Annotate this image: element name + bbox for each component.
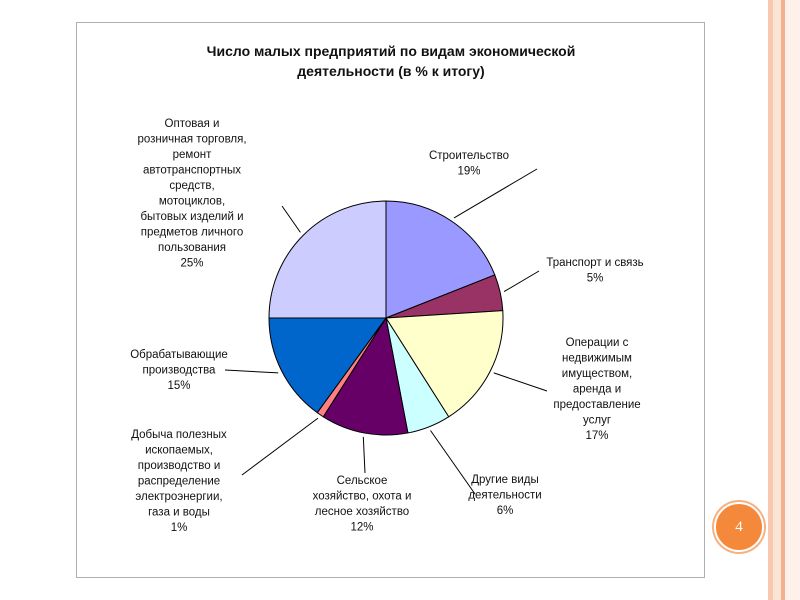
slice-label-line: предметов личного: [140, 226, 244, 239]
slice-label: [429, 150, 509, 178]
slice-label: [553, 337, 640, 442]
slice-label-line: Операции с: [565, 337, 629, 349]
slice-label: [130, 349, 228, 392]
slice-percent: 1%: [170, 522, 188, 534]
leader-line: [363, 437, 365, 473]
leader-line: [242, 418, 318, 475]
chart-title-line: Число малых предприятий по видам экономической: [206, 43, 576, 59]
slice-label-line: электроэнергии,: [135, 491, 223, 503]
slice-label-line: Обрабатывающие: [130, 349, 228, 361]
slice-percent: 15%: [167, 380, 191, 392]
chart-title: [207, 43, 576, 79]
slice-percent: 25%: [180, 257, 204, 270]
slice-label-line: ископаемых,: [145, 444, 213, 457]
slice-label-line: лесное хозяйство: [314, 506, 410, 518]
slice-percent: 17%: [585, 430, 609, 442]
slice-label: [468, 474, 541, 517]
leader-line: [431, 431, 476, 495]
slice-label: [131, 429, 227, 534]
slice-label-line: газа и воды: [148, 506, 210, 519]
slice-label-line: аренда и: [572, 383, 622, 396]
slice-label-line: Строительство: [428, 150, 510, 162]
slice-percent: 6%: [496, 505, 514, 517]
leader-line: [225, 370, 278, 373]
slice-label-line: распределение: [137, 475, 221, 488]
slice-label-line: средств,: [169, 180, 215, 192]
chart-frame: [76, 22, 705, 578]
slice-label-line: Сельское: [336, 475, 388, 487]
slice-label-line: недвижимым: [562, 352, 632, 365]
slice-percent: 12%: [350, 521, 374, 534]
slice-label-line: Транспорт и связь: [546, 257, 644, 269]
decor-stripe: [773, 0, 781, 600]
slice-label-line: ремонт: [172, 149, 212, 161]
slice-label-line: производства: [142, 364, 216, 377]
slice-label: [546, 257, 643, 285]
slice-percent: 19%: [457, 165, 481, 178]
slice-label-line: деятельности: [468, 489, 542, 502]
slice-label-line: хозяйство, охота и: [312, 490, 412, 503]
slice-label-line: производство и: [137, 460, 221, 472]
pie-chart: [77, 23, 706, 579]
leader-line: [504, 271, 539, 292]
pie-slice: [269, 201, 386, 318]
slice-label-line: Другие виды: [471, 474, 539, 486]
slice-label-line: бытовых изделий и: [140, 211, 244, 223]
slice-label: [313, 475, 412, 534]
slice-label-line: автотранспортных: [142, 164, 242, 177]
slice-label-line: мотоциклов,: [158, 195, 226, 208]
slice-label: [137, 118, 246, 270]
page-number-badge: 4: [714, 502, 764, 552]
slice-label-line: услуг: [582, 414, 612, 427]
leader-line: [494, 373, 547, 391]
slice-label-line: предоставление: [553, 399, 641, 411]
chart-title-line: деятельности (в % к итогу): [297, 63, 485, 79]
pie-slices: [269, 201, 503, 435]
slice-label-line: розничная торговля,: [137, 133, 247, 146]
slice-label-line: Оптовая и: [164, 118, 220, 130]
leader-line: [282, 206, 300, 232]
slice-label-line: Добыча полезных: [131, 429, 227, 441]
decor-stripe: [785, 0, 800, 600]
slice-label-line: пользования: [158, 242, 226, 254]
slice-percent: 5%: [586, 272, 604, 285]
slice-label-line: имуществом,: [561, 368, 633, 380]
